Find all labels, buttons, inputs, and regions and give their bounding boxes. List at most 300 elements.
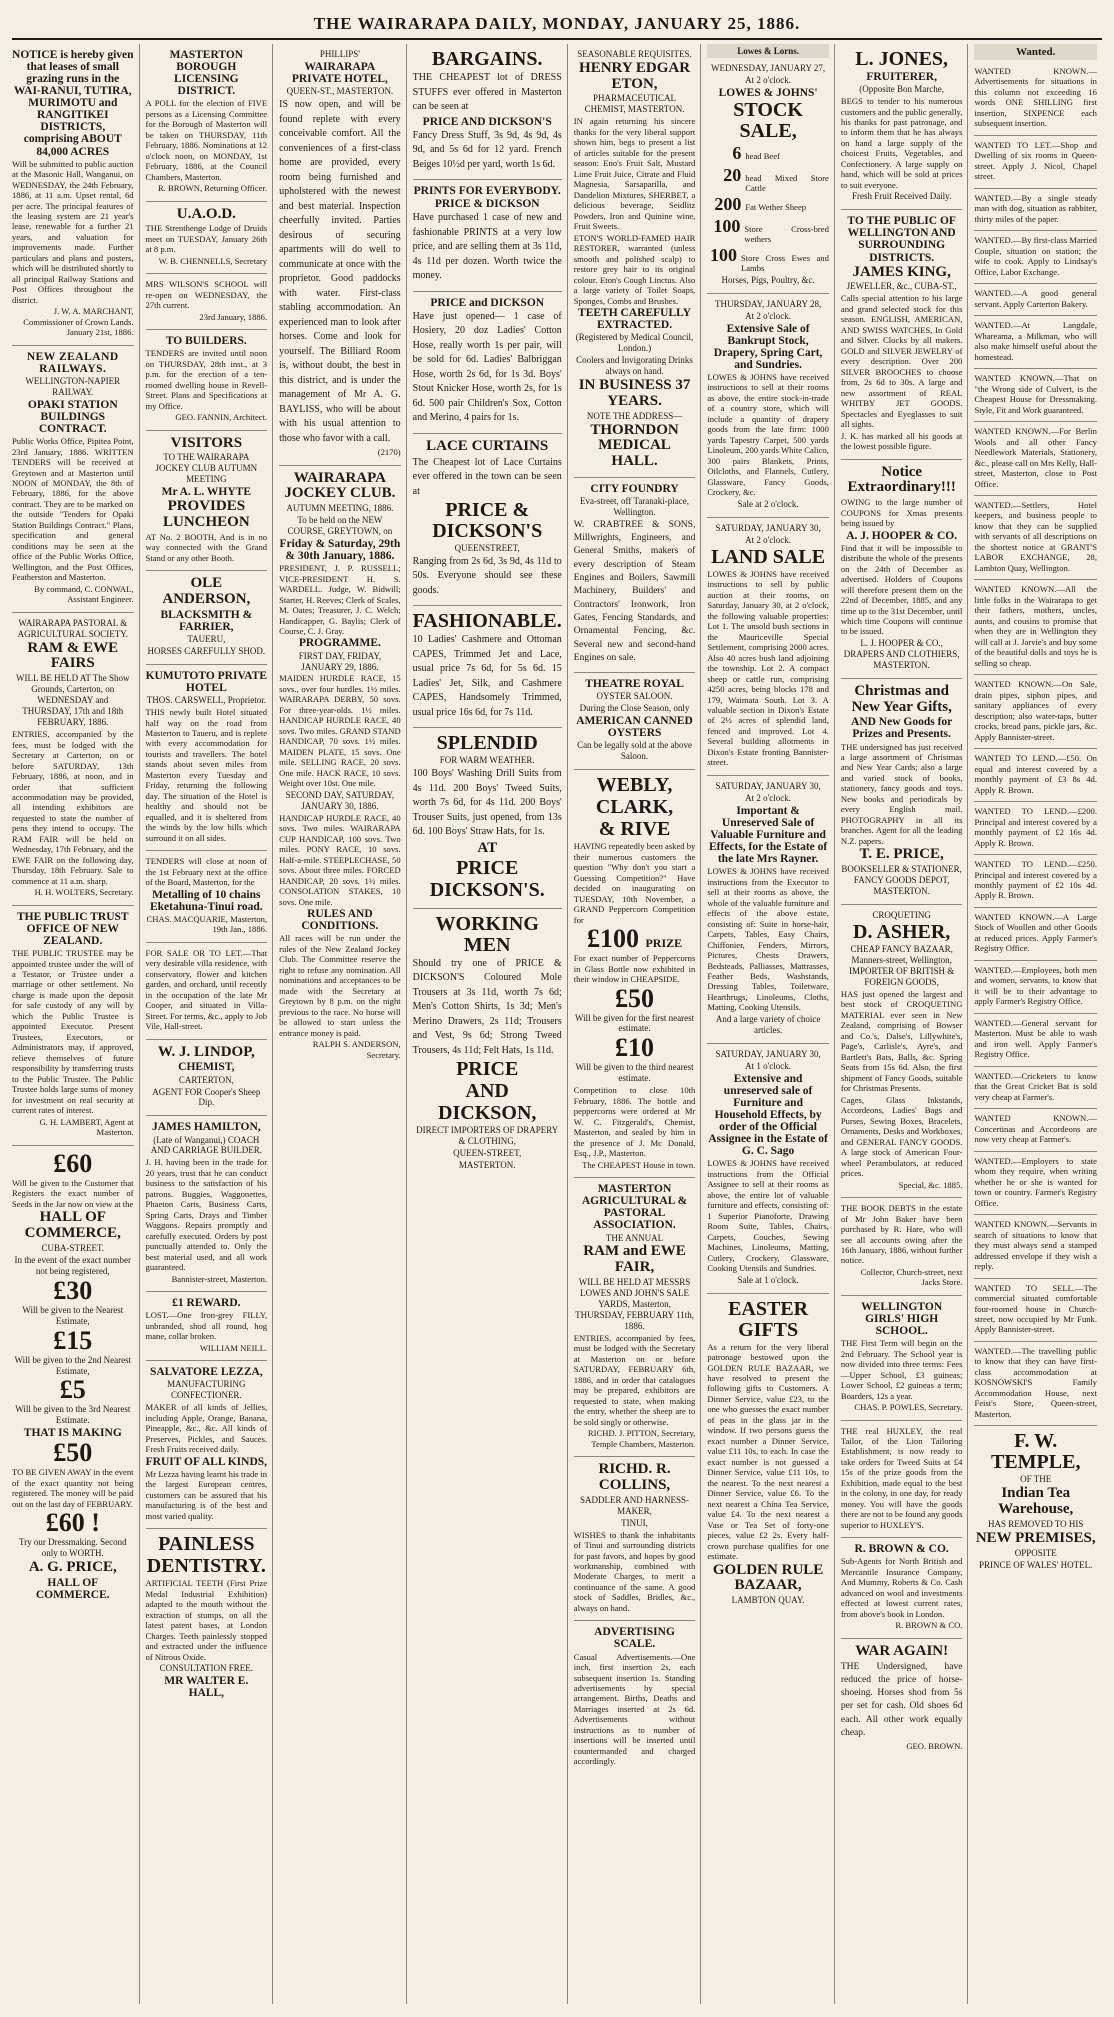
wanted-ad: WANTED TO LEND.—£250. Principal and interest covered by a monthly payment of £2 10s 4d. Apply R. Brown. [974,855,1097,908]
prints-heading: PRINTS FOR EVERYBODY. [413,185,561,198]
asher-heading: D. ASHER, [853,920,951,943]
builders-ad [146,330,268,430]
lezza-body: MAKER of all kinds of Jellies, including Apple, Orange, Banana, Pineapple, &c., &c. All kinds of Preserves, Pickles, and Sauces. Fresh Fruits received daily. [145,1402,268,1455]
visitors-name: Mr A. L. WHYTE [161,486,251,499]
kumutoto-hotel-ad [146,665,268,851]
prize-amount-5: £50 [53,1438,93,1468]
king-public-heading: TO THE PUBLIC OF WELLINGTON AND SURROUNDING DISTRICTS. [847,215,956,264]
jockey-subheading: AUTUMN MEETING, 1886. [286,503,394,514]
lace-heading: LACE CURTAINS [426,437,549,454]
splendid-subheading: FOR WARM WEATHER. [439,755,535,766]
prize-amount-2: £30 [53,1275,93,1305]
asher-subheading: CHEAP FANCY BAZAAR, Manners-street, Wellington, IMPORTER OF BRITISH & FOREIGN GOODS, [849,943,955,987]
extraordinary-signature: L. J. HOOPER & CO., DRAPERS AND CLOTHIERS, MASTERTON. [843,637,960,670]
working-direct: DIRECT IMPORTERS OF DRAPERY & CLOTHING, [416,1125,559,1147]
fashionable-heading: FASHIONABLE. [412,610,562,633]
wanted-ad: WANTED.—The travelling public to know that they can have first-class accommodation at KOSNOWSKI'S Family Accommodation House, next Feist's Store, Queen-street, Masterton. [974,1342,1097,1426]
notice-body: Will be submitted to public auction at the Masonic Hall, Wanganui, on WEDNESDAY, the 24th February, 1886, at 11 a.m. Upset rental, 6d per acre. The principal features of the leasing system are 21 year's lease, renewable for a further 21 years, and valuation for improvements made. Further particulars and plans and posters, which will be distributed shortly to all principal Railway Stations and Post Offices throughout the district. [12,158,134,305]
columns [12,44,1102,2004]
working-and: AND [465,1080,509,1103]
asher-body: HAS just opened the largest and best stock of CROQUETING MATERIAL ever seen in New Zealand, comprising of Bowser and Co.'s, Dalse's, Lillywhite's, Page's, Carlisle's, Ayre's, and Bartlett's Bats, Balls, &c. Spring Seats from 15s 6d. Also, the first shipment of Fancy Goods, suitable for Christmas Presents. [840,988,963,1094]
wanted-ad: WANTED KNOWN.—On Sale, drain pipes, siphon pipes, and sanitary appliances of every description; also water-taps, butter crocks, bread pans, pickle jars, &c. Apply Bannister-street. [974,675,1097,749]
stock-item [707,216,829,245]
collins-body: WISHES to thank the inhabitants of Tinui and surrounding districts for past favors, and hopes by good workmanship, combined with Moderate Charges, to merit a continuance of the same. A good stock of Saddles, Bridles, &c., always on hand. [573,1529,696,1613]
reward-heading: £1 REWARD. [172,1297,241,1310]
sago-body: LOWES & JOHNS have received instructions from the Official Assignee to sell at their rooms as above, the entire lot of valuable furniture and effects, consisting of: 1 Superior Pianoforte, Drawing Room Suite, Tables, Chairs, Carpets, Couches, Sewing Machines, Linoleums, Matting, Cutlery, Crockery, Glassware, Cooking Utensils and Sundries. [707,1158,829,1274]
rail-signature: By command, C. CONWAL, Assistant Engineer. [34,583,134,605]
advertising-heading: ADVERTISING SCALE. [594,1626,675,1651]
rail-heading: NEW ZEALAND RAILWAYS. [26,350,119,375]
stock-item-count: 100 [709,244,737,265]
webly-amount-3: £10 [615,1033,655,1063]
hamilton-subheading: (Late of Wanganui,) COACH AND CARRIAGE BUILDER. [150,1134,262,1156]
hosiery-ad [413,292,562,434]
wanted-ad: WANTED TO LEND.—£50. On equal and interest covered by a monthly payment of £3 8s 4d. Apply R. Brown. [974,749,1097,802]
lindop-body: AGENT FOR Cooper's Sheep Dip. [152,1086,261,1108]
lezza-title: FRUIT OF ALL KINDS, [145,1455,268,1468]
fashionable-body: 10 Ladies' Cashmere and Ottoman CAPES, Trimmed Jet and Lace, usual price 7s 6d, for 5s 6d. 15 Ladies' Jet, Silk, and Cashmere CAPES, Handsomely Trimmed, usual price 16s 6d, for 7s 11d. [412,634,562,718]
hall-text-2: In the event of the exact number not being registered, [14,1254,131,1276]
wanted-ad: WANTED KNOWN.—A Large Stock of Woollen and other Goods at reduced prices. Apply Farmer's Registry Office. [974,908,1097,961]
masterton-agri-signature: RICHD. J. PITTON, Secretary, Temple Chambers, Masterton. [587,1428,696,1449]
ram-ewe-fairs-ad [12,613,134,906]
wanted-ad: WANTED.—Employees, both men and women, servants, to know that it will be to their advantage to apply Farmer's Registry Office. [974,961,1097,1014]
poll-signature: R. BROWN, Returning Officer. [157,183,268,194]
wanted-heading: Wanted. [974,44,1097,60]
lace-body-2: Ranging from 2s 6d, 3s 9d, 4s 11d to 50s. Everyone should see these goods. [412,555,562,596]
webly-body: HAVING repeatedly been asked by their numerous customers the question "Why don't you start a Guessing Competition?" Have decided on inaugurating on TUESDAY, 10th November, a GRAND Peppercorn Competition for [573,841,696,925]
fashionable-ad [413,606,562,728]
working-body: Should try one of PRICE & DICKSON'S Coloured Mole Trousers at 3s 11d, worth 7s 6d; Men's Cotton Shirts, 1s 3d; Men's Merino Drawers, 2s 11d; Trousers and Vest, 9s 6d; Strong Tweed Trousers, 4s 11d; Felt Hats, 1s 11d. [412,957,562,1056]
masterton-agri-heading: MASTERTON AGRICULTURAL & PASTORAL ASSOCIATION. [581,1183,688,1232]
working-heading: WORKING MEN [435,912,539,956]
hall-of-commerce-ad [12,1146,134,1608]
james-king-ad [841,210,963,459]
brown-heading: R. BROWN & CO. [854,1543,949,1556]
war-heading: WAR AGAIN! [855,1642,949,1659]
masthead [12,10,1102,40]
collins-place: TINUI, [621,1517,648,1528]
hall-text-3: Will be given to the Nearest Estimate, [22,1304,124,1326]
rail-body: Public Works Office, Pipitea Point, 23rd January, 1886. WRITTEN TENDERS will be received at Greytown and at Masterton until NOON of MONDAY, the 8th of February, 1886, for the above contract. They are to be marked on the outside "Tenders for Opaki Station Buildings Contract." Plans, specification and general conditions may be seen at the office of the Public Works Office, Wellington, and the Post Offices, Featherston and Masterton. [12,436,134,583]
stock-item [707,194,829,216]
high-school-body: THE First Term will begin on the 2nd February. The School year is now divided into three terms: Fees—Upper School, £3 guineas; Lower School, £2 guineas a term; Boarders, 12s a year. [840,1338,963,1401]
builders-signature: GEO. FANNIN, Architect. [175,412,268,423]
crown-lands-notice [12,44,134,346]
column-5 [574,44,702,2004]
rayner-time: At 2 o'clock. [745,792,792,803]
business-subheading: NOTE THE ADDRESS— [586,410,683,421]
column-1 [12,44,140,2004]
webly-signature: The CHEAPEST House in town. [582,1159,696,1170]
stock-item [707,165,829,194]
huxley-body: THE real HUXLEY, the real Tailor, of the Lion Tailoring Establishment, is now ready to take orders for Tweed Suits at £4 15s of the prize goods from the Exhibition, made equal to the best in the colony, in one day, for ready money. You will have the goods there are not to be found any goods superior to HUXLEY'S. [840,1425,963,1530]
uaod-ad [146,202,268,275]
for-sale-ad [146,943,268,1040]
wanted-ad: WANTED KNOWN.—All the little folks in the Wairarapa to get their fathers, mothers, uncles, aunts, and cousins to promise that when they are in Wellington they will call at J. Jarvie's and buy some of the beautiful dolls and toys he is selling so cheap. [974,580,1097,675]
war-signature: GEO. BROWN. [906,1741,963,1752]
lace-body: The Cheapest lot of Lace Curtains ever offered in the town can be seen at [412,456,562,497]
visitors-subheading: TO THE WAIRARAPA JOCKEY CLUB AUTUMN MEETING [155,452,258,485]
public-trust-ad [12,906,134,1146]
hotel-signature: (2170) [377,447,401,458]
golden-rule-address: LAMBTON QUAY. [731,1595,805,1606]
king-heading: JAMES KING, [852,263,951,280]
land-time: At 2 o'clock. [745,534,792,545]
wanted-ad: WANTED.—General servant for Masterton. Must be able to wash and iron well. Apply Farmer's Registry Office. [974,1014,1097,1067]
jockey-date: Friday & Saturday, 29th & 30th January, 1886. [279,537,401,563]
agri-heading: WAIRARAPA PASTORAL & AGRICULTURAL SOCIETY. [17,617,128,639]
stock-heading: STOCK SALE, [733,99,803,142]
theatre-body: During the Close Season, only [579,703,690,714]
dentistry-ad [146,1529,268,1706]
girls-high-school-ad [841,1296,963,1421]
jockey-heading: WAIRARAPA JOCKEY CLUB. [284,469,396,502]
webly-body-3: Competition to close 10th February, 1886. The bottle and peppercorns were ordered at Mr W. C. Fitzgerald's, Chemist, Masterton, and sealed by him in the presence of J. Mc Donald, Esq., J.P., Masterton. [573,1085,696,1159]
bankrupt-signature: Sale at 2 o'clock. [737,498,799,509]
teeth-heading: TEETH CAREFULLY EXTRACTED. [578,307,692,332]
school-body: MRS WILSON'S SCHOOL will re-open on WEDNESDAY, the 27th current. [145,279,268,311]
hall-signature: A. G. PRICE, [28,1559,117,1576]
hall-footer: HALL OF COMMERCE. [35,1577,110,1602]
temple-body: HAS REMOVED TO HIS [987,1518,1084,1529]
hotel-place: QUEEN-ST., MASTERTON. [286,86,394,97]
notice-heading: NOTICE is hereby given that leases of small grazing runs in the WAI-RANUI, TUTIRA, MURIMOTU and RANGITIKEI DISTRICTS, comprising ABOUT 84,000 ACRES [12,49,134,158]
theatre-heading: THEATRE ROYAL [585,678,684,691]
stock-item-count: 6 [732,143,742,163]
prize-amount-4: £5 [59,1375,86,1405]
working-street: QUEEN-STREET, [453,1148,522,1159]
hotel-body: IS now open, and will be found replete with every conceivable comfort. All the conveniences of a first-class home are provided, every room being furnished and upholstered with the newest and best material. Inspection cheerfully invited. Parties desirous of securing apartments will do well to communicate at once with the proprietor. Good paddocks with water. First-class stabling accommodation. An experienced man to look after horses. Come and look for yourself. The Billiard Room is, without doubt, the best in this district, and is under the management of Mr A. G. BAYLISS, who will be about with his usual attention to those who favor with a call. [279,99,401,444]
hotel-heading: WAIRARAPA PRIVATE HOTEL, [291,60,388,86]
lace-street: QUEENSTREET, [454,543,520,553]
wanted-ad: WANTED KNOWN.—For Berlin Wools and all other Fancy Needlework Materials, Stationery, &c., please call on Mrs Kelly, Hall-street, Masterton, close to Post Office. [974,422,1097,496]
kumu-heading: KUMUTOTO PRIVATE HOTEL [145,669,268,694]
working-town: MASTERTON. [458,1160,516,1171]
temple-tea-ad [974,1426,1097,1577]
rail-title: OPAKI STATION BUILDINGS CONTRACT. [27,398,118,435]
brown-body: Sub-Agents for North British and Mercantile Insurance Company, And Mummy, Roberts & Co. Cash advanced on wool and investments effected at lowest current rates, from above's book in London. [840,1556,963,1619]
theatre-body-2: Can be legally sold at the above Saloon. [577,740,693,762]
temple-subheading: Indian Tea Warehouse, [998,1485,1074,1518]
kumu-body: THIS newly built Hotel situated half way on the road from Masterton to Taueru, and is replete with every accommodation for tourists and travellers. The hotel stands about seven miles from Masterton every Tuesday and Friday, returning the following day. The situation of the Hotel is healthy and should not be equalled, and it is sheltered from the winds by the low hills which surround it on all sides. [145,707,268,843]
dentistry-signature: MR WALTER E. HALL, [164,1675,249,1700]
programme-first-day: FIRST DAY, FRIDAY, JANUARY 29, 1886. [298,650,382,672]
agri-signature: H. H. WOLTERS, Secretary. [34,887,134,898]
teeth-signature: Coolers and Invigorating Drinks always on hand. [576,355,693,377]
advertising-scale [574,1621,696,1773]
bankrupt-date: THURSDAY, JANUARY 28, [715,298,822,309]
land-body: LOWES & JOHNS have received instructions to sell by public auction at their rooms, on Saturday, January 30, at 2 o'clock, the following valuable properties: Lot 1. The unsold bush sections in the Mauriceville Special Settlement, comprising 2000 acres. Also 40 acres bush land adjoining the township. Lot 2. A compact sheep or cattle run, comprising 4250 acres, being blocks 178 and 179, Waimata South. Lot 3. A valuable section in Dixon's Estate of 2½ acres of splendid land, fenced and improved. Lot 4. Several building allotments in Dixon's Estate fronting Bannister-street. [707,568,829,768]
prints-shop: PRICE & DICKSON [434,198,540,211]
golden-rule-name: GOLDEN RULE BAZAAR, [712,1561,824,1594]
jones-subheading: FRUITERER, [866,71,937,83]
visitors-heading: VISITORS [170,434,243,451]
lindop-ad [146,1040,268,1117]
visitors-ad [146,431,268,572]
advertising-body: Casual Advertisements.—One inch, first insertion 2s, each subsequent insertion 1s. Standing advertisements by special arrangement. Births, Deaths and Marriages inserted at 2s 6d. Advertisements without instructions as to number of insertions will be inserted until countermanded and charged accordingly. [573,1651,696,1767]
builders-body: TENDERS are invited until noon on THURSDAY, 28th inst., at 3 p.m. for the erection of a ten-roomed dwelling house in Revell-Street. Plans and Specifications at my Office. [145,348,268,411]
extraordinary-body-2: Find that it will be impossible to distribute the whole of the presents on the 24th of December as advertised. Holders of Coupons will therefore present them on the 22nd of December, 1885, and any time up to the 31st December, until which time Coupons will continue to be issued. [840,542,963,637]
wanted-ad: WANTED KNOWN.—Servants in search of situations to know that they must always send a stamped addressed envelope if they wish a reply. [974,1215,1097,1278]
asher-signature: Special, &c. 1885. [898,1179,963,1190]
theatre-oysters: AMERICAN CANNED OYSTERS [576,715,693,740]
programme-heading: PROGRAMME. [298,637,381,650]
extraordinary-heading: Notice Extraordinary!!! [847,463,956,496]
jones-heading: L. JONES, [855,48,949,70]
tenders-body: TENDERS will close at noon of the 1st February next at the office of the Board, Masterton, for the [145,856,268,888]
working-dickson: DICKSON, [438,1102,537,1125]
prints-ad [413,180,562,292]
agri-subheading: WILL BE HELD AT The Show Grounds, Carterton, on WEDNESDAY and THURSDAY, 17th and 18th FEBRUARY, 1886. [15,673,130,728]
war-body: THE Undersigned, have reduced the price of horse-shoeing. Horses shod from 5s per set for cash. Old shoes 6d each. All other work equally cheap. [840,1661,963,1739]
temple-of: OF THE [1020,1474,1052,1485]
splendid-ad [413,728,562,908]
wanted-ad: WANTED.—Cricketers to know that the Great Cricket Bat is sold very cheap at Farmer's. [974,1067,1097,1109]
high-school-heading: WELLINGTON GIRLS' HIGH SCHOOL. [861,1300,943,1338]
lezza-body-2: Mr Lezza having learnt his trade in the largest European centres, customers can be assured that his manufacturing is of the best and most varied quality. [145,1468,268,1521]
lace-curtains-ad [413,434,562,607]
high-school-signature: CHAS. P. POWLES, Secretary. [854,1402,963,1413]
splendid-price: PRICE [456,856,519,879]
jockey-club-ad [279,466,401,1067]
prize-amount-1: £60 [53,1148,93,1178]
licensing-poll-ad [146,44,268,202]
tenders-ad [146,851,268,943]
ole-heading: OLE ANDERSON, [162,575,251,608]
prints-body: Have purchased 1 case of new and fashionable PRINTS at a very low price, and are selling them at 3s 11d, 4s 11d per dozen. Worth twice the money. [412,212,562,282]
foundry-heading: CITY FOUNDRY [590,482,679,495]
hamilton-signature: Bannister-street, Masterton. [171,1273,268,1284]
stock-item-count: 200 [714,193,742,214]
theatre-royal-ad [574,673,696,770]
book-debts-signature: Collector, Church-street, next Jacks Store. [860,1266,963,1288]
webly-clark-rive-ad [574,770,696,1178]
rules-signature: RALPH S. ANDERSON, Secretary. [312,1039,401,1060]
bargains-shop: PRICE AND DICKSON'S [422,115,552,128]
private-hotel-ad [279,44,401,466]
hamilton-ad [146,1116,268,1292]
business-heading: IN BUSINESS 37 YEARS. [578,377,691,409]
masterton-agri-place: WILL BE HELD AT MESSRS LOWES AND JOHN'S SALE YARDS, Masterton, THURSDAY, FEBRUARY 11th, 1886. [575,1276,694,1331]
column-6 [707,44,835,2004]
croqueting-label: CROQUETING [872,910,931,920]
stock-item-label: Store Cross-bred wethers [744,223,829,245]
lezza-heading: SALVATORE LEZZA, [149,1366,263,1379]
christmas-heading: Christmas and New Year Gifts, [851,682,952,715]
wanted-ad: WANTED KNOWN.—Concertinas and Accordeons are now very cheap at Farmer's. [974,1109,1097,1151]
war-again-ad [841,1639,963,1759]
eton-hair-body: ETON'S WORLD-FAMED HAIR RESTORER, warranted (unless smooth and polished scalp) to restore grey hair to its original colour. Eton's Cough Linctus. Also a large variety of Toilet Soaps, Sponges, Combs and Brushes. [573,232,696,306]
tenders-title: Metalling of 10 chains Eketahuna-Tinui road. [149,888,263,913]
wanted-ad: WANTED.—By a single steady man with dog, situation as rabbiter, thirty miles of the paper. [974,189,1097,231]
rayner-estate-ad [707,776,829,1044]
jockey-place: To be held on the NEW COURSE, GREYTOWN, on [287,515,393,536]
masterton-agri-body: ENTRIES, accompanied by fees, must be lodged with the Secretary at Masterton on or before SATURDAY, FEBRUARY 6th, 1886, and in order that catalogues may be prepared, exhibitors are requested to state, when making the entry, whether the sheep are to be sold singly or otherwise. [573,1332,696,1427]
programme-body: MAIDEN HURDLE RACE, 15 sovs., over four hurdles. 1½ miles. WAIRARAPA DERBY, 50 sovs. For three-year-olds. 1½ miles. HANDICAP HURDLE RACE, 40 sovs. Two miles. GRAND STAND HANDICAP, 70 sovs. 1½ miles. MAIDEN PLATE, 15 sovs. One mile. SELLING RACE, 20 sovs. One mile. HACK RACE, 10 sovs. Weight over 10st. One mile. [279,673,401,789]
splendid-at: AT [477,839,498,856]
bargains-ad [413,44,562,180]
rules-body: All races will be run under the rules of the New Zealand Jockey Club. The Committee reserve the right to refuse any nomination. All nominations and acceptances to be made with the Secretary at Greytown by 8 p.m. on the night previous to the race. No horse will be allowed to start unless the entrance money is paid. [279,933,401,1038]
hall-text-6: TO BE GIVEN AWAY in the event of the exact quantity not being registered. The money will be paid out on the last day of FEBRUARY. [12,1467,134,1509]
column-2 [146,44,274,2004]
clark-name: CLARK, [595,796,674,819]
wanted-ad: WANTED KNOWN.—That on "the Wrong side of Culvert, is the Cheapest House for Dressmaking. Style, Fit and Work guaranteed. [974,369,1097,422]
bankrupt-stock-ad [707,294,829,518]
king-subheading: JEWELLER, &c., CUBA-ST., [846,281,957,292]
hall-text-1: Will be given to the Customer that Registers the exact number of Seeds in the Jar now on view at the [12,1177,134,1209]
masterton-agri-subheading: THE ANNUAL [605,1232,664,1243]
webly-text-2: Will be given for the first nearest estimate. [574,1012,695,1034]
sago-signature: Sale at 1 o'clock. [737,1274,799,1285]
reward-signature: WILLIAM NEILL. [199,1342,268,1353]
webly-text-3: Will be given to the third nearest estimate. [575,1062,694,1084]
eton-body: IN again returning his sincere thanks for the very liberal support shown him, begs to present a list of articles suitable for the present season: Eno's Fruit Salt, Mustard Lime Fruit Juice, Citrate and Fluid Magnesia, Sarsaparilla, and Dandelion Mixtures, SHERBET, a delicious beverage, Seidlitz Powders, Iron and Quinine wine, Fruit Sweets. [573,116,696,232]
wanted-ad: WANTED TO LET.—Shop and Dwelling of six rooms in Queen-street. Apply J. Nicol, Chapel street. [974,136,1097,189]
stock-item [707,245,829,274]
temple-new-premises: NEW PREMISES, [975,1529,1096,1546]
easter-heading: EASTER GIFTS [728,1297,809,1341]
lindop-place: CARTERTON, [178,1074,234,1085]
column-4 [413,44,568,2004]
theatre-subheading: OYSTER SALOON. [596,691,673,702]
temple-opposite: OPPOSITE [1014,1547,1057,1558]
column-8 [974,44,1102,2004]
splendid-heading: SPLENDID [436,732,538,755]
trust-signature: G. H. LAMBERT, Agent at Masterton. [39,1116,134,1138]
christmas-subheading: AND New Goods for Prizes and Presents. [851,716,953,741]
tenders-signature: CHAS. MACQUARIE, Masterton, 19th Jan., 1886. [146,913,268,935]
column-3 [279,44,407,2004]
stock-item [707,143,829,165]
land-sale-ad [707,518,829,776]
poll-heading: MASTERTON BOROUGH LICENSING DISTRICT. [169,49,244,98]
stock-items [707,143,829,274]
agri-body: ENTRIES, accompanied by the fees, must be lodged with the Secretary at Carterton, on or before SATURDAY, 13th February, 1886, at noon, and in order that sufficient accommodation may be provided, all intending exhibitors are requested to state the number of pens they intend to occupy. The RAM FAIR will be held on Wednesday, 17th February, and the EWE FAIR on the following day, Thursday, 18th February. Sale to commence at 11 a.m. sharp. [12,729,134,886]
hall-name: HALL OF COMMERCE, [24,1209,121,1241]
book-debts-body: THE BOOK DEBTS in the estate of Mr John Baker have been purchased by R. Hare, who will see all accounts owing after the 16th January, 1886, without further notice. [840,1203,963,1266]
stock-footer: Horses, Pigs, Poultry, &c. [721,274,815,285]
wanted-ad: WANTED TO LEND.—£200. Principal and interest covered by a monthly payment of £2 16s 4d. Apply R. Brown. [974,802,1097,855]
dentistry-heading: PAINLESS [158,1533,255,1556]
stock-date: WEDNESDAY, JANUARY 27, [711,63,826,73]
splendid-body: 100 Boys' Washing Drill Suits from 4s 11d. 200 Boys' Tweed Suits, worth 7s 6d, for 4s 11d. 200 Boys' Trouser Suits, just opened, from 13s 6d. 100 Boys' Straw Hats, for 1s. [412,768,562,838]
temple-place: PRINCE OF WALES' HOTEL. [978,1559,1093,1570]
brown-signature: R. BROWN & CO. [895,1620,963,1631]
lowes-johns-banner: Lowes & Lorns. [707,44,829,58]
brown-insurance-ad [841,1538,963,1638]
webly-body-2: For exact number of Peppercorns in Glass Bottle now exhibited in their window in CHEAPSIDE. [573,953,696,985]
wanted-ad: WANTED.—By first-class Married Couple, situation on station; the wife to cook. Apply to Lindsay's Office, Labor Exchange. [974,231,1097,284]
rules-heading: RULES AND CONDITIONS. [301,908,379,933]
bankrupt-time: At 2 o'clock. [745,310,792,321]
programme-second-day: SECOND DAY, SATURDAY, JANUARY 30, 1886. [285,789,395,811]
bargains-body-2: Fancy Dress Stuff, 3s 9d, 4s 9d, 4s 9d, and 5s 6d for 12 yard. French Beiges 10½d per yard, worth 1s 6d. [412,129,562,170]
wanted-ad: WANTED.—Settlers, Hotel keepers, and business people to know that they can be supplied with servants of all descriptions on the shortest notice at GRANT'S LABOR EXCHANGE, 28, Lambton Quay, Wellington. [974,496,1097,580]
lezza-ad [146,1361,268,1529]
ole-body: HORSES CAREFULLY SHOD. [147,645,266,656]
collins-heading: RICHD. R. COLLINS, [598,1461,671,1493]
visitors-body: AT No. 2 BOOTH, And is in no way connected with the Grand Stand or any other Booth. [145,531,268,563]
sago-date: SATURDAY, JANUARY 30, [715,1048,821,1059]
stock-item-label: head Beef [745,151,780,161]
rayner-date: SATURDAY, JANUARY 30, [715,780,821,791]
stock-item-count: 20 [723,164,742,185]
huxley-tailor-ad [841,1421,963,1539]
eton-subheading: PHARMACEUTICAL CHEMIST, MASTERTON. [584,93,685,115]
christmas-body: THE undersigned has just received a large assortment of Christmas and New Year Cards; also a large and varied stock of books, stationery, fancy goods and toys. New books and periodicals by every English mail. PHOTOGRAPHY in all its branches. Agent for all the leading N.Z. papers. [840,741,963,846]
jockey-body: PRESIDENT, J. P. RUSSELL; VICE-PRESIDENT H. S. WARDELL. Judge, W. Bidwill; Starter, H. Reeves; Clerk of Scales, M. Oates; Treasurer, J. C. Welch; Handicapper, G. Baylis; Clerk of Course, C. J. Gray. [279,563,401,636]
webly-amount-2: £50 [615,983,655,1013]
hall-text-5: Will be given to the 3rd Nearest Estimate. [15,1404,131,1426]
jones-body: BEGS to tender to his numerous customers and the public generally, his thanks for past patronage, and to inform them that he has always on hand a large supply of the choicest Fruits, Vegetables, and Confectionery. A large supply on hand, which will be sold at prices to suit everyone. [840,96,963,190]
trust-heading: THE PUBLIC TRUST OFFICE OF NEW ZEALAND. [16,910,129,947]
kumu-subheading: THOS. CARSWELL, Proprietor. [146,695,266,706]
webly-prize-label: PRIZE [645,936,683,951]
wanted-ad: WANTED KNOWN.—Advertisements for situations in this column not exceeding 16 words ONE SHILLING first insertion, SIXPENCE each subsequent insertion. [974,62,1097,136]
wanted-ad: WANTED TO SELL.—The commercial situated comfortable four-roomed house in Church-street, now occupied by Mr Funk. Apply Bannister-street. [974,1279,1097,1342]
hall-making: THAT IS MAKING [23,1427,122,1440]
webly-name: WEBLY, [596,774,673,797]
book-debts-ad [841,1198,963,1296]
visitors-title: PROVIDES LUNCHEON [162,498,250,531]
lindop-subheading: CHEMIST, [178,1061,235,1074]
notice-signature: J. W. A. MARCHANT, Commissioner of Crown Lands. January 21st, 1886. [23,306,134,338]
price-subheading: BOOKSELLER & STATIONER, FANCY GOODS DEPOT, MASTERTON. [841,864,962,897]
foundry-subheading: Eva-street, off Taranaki-place, Wellington. [580,495,690,517]
eton-heading: HENRY EDGAR ETON, [579,59,691,92]
reward-ad [146,1292,268,1361]
easter-body: As a return for the very liberal patronage bestowed upon the GOLDEN RULE BAZAAR, we have resolved to present the following gifts to Customers. A Dinner Service, value £23, to the one who guesses the exact number of peas in the glass jar in the window. If two persons guess the exact number a Dinner Service, value £11 10s, to each. In case the exact number is not guessed a Dinner Service, value £11 10s, to the nearest. To the next nearest a Dinner Service, value £6. To the next nearest a China Tea Service, value £4. To the next nearest a Vase or Tea Set of forty-one pieces, value £2 2s. Every half-crown purchase qualifies for one estimate. [707,1341,829,1562]
masterton-ram-fair-ad [574,1178,696,1457]
sago-heading: Extensive and unreserved sale of Furniture and Household Effects, by order of the Official Assignee in the Estate of G. C. Sago [708,1072,828,1158]
temple-heading: F. W. TEMPLE, [990,1430,1081,1474]
wanted-ad: WANTED.—At Langdale, Whareama, a Milkman, who will also make himself useful about the homestead. [974,316,1097,369]
sale-body: FOR SALE OR TO LET.—That very desirable villa residence, with conservatory, flower and kitchen garden, and orchard, until recently in the occupation of the late Mr Cooper, and situated in Villa-Street. For terms, &c., apply to Job Vile, Hall-street. [145,947,268,1032]
jones-place: (Opposite Bon Marche, [859,84,945,95]
stock-time: At 2 o'clock. [745,74,792,85]
teeth-subheading: (Registered by Medical Council, London.) [575,332,694,354]
trust-body: THE PUBLIC TRUSTEE may be appointed trustee under the will of a Testator, or Trustee under a marriage or other settlement. No charge is made upon the deposit for safe custody of any will by which the Public Trustee is appointed Executor. Present Trustees, Executors, or Administrators may, if approved, relieve themselves of future responsibility by transferring trusts to the Public Trustee. The Public Trustee holds large sums of money for investment on real security at current rates of interest. [12,948,134,1116]
uaod-heading: U.A.O.D. [176,205,236,222]
jones-signature: Fresh Fruit Received Daily. [851,191,952,202]
school-date: 23rd January, 1886. [199,311,268,322]
foundry-body: W. CRABTREE & SONS, Millwrights, Engineers, and General Smiths, makers of every description of Steam Engines and Boilers, Sawmill Machinery, Builders' and Contractors' Ironwork, Iron Gates, Fencing Standards, and Ornamental Fencing, &c. Several new and second-hand Engines on sale. [573,519,696,663]
hosiery-body: Have just opened— 1 case of Hosiery, 20 doz Ladies' Cotton Hose, really worth 1s per pair, will be sold for 6d. Ladies' Balbriggan Hose, worth 2s 6d, for 1s 3d. Boys' Stout Knicker Hose, worth 2s, for 1s 6d. 500 pair Children's Sox, Cotton and Merino, 4 pairs for 1s. [412,310,562,424]
dentistry-subheading: CONSULTATION FREE. [159,1663,254,1674]
christmas-gifts-ad [841,679,963,905]
hall-street: CUBA-STREET. [41,1242,105,1253]
king-body: Calls special attention to his large and grand selected stock for this season. ENGLISH, AMERICAN, AND SWISS WATCHES, In Gold and Silver. Clocks by all makers. GOLD and SILVER JEWELRY of every description. Over 200 SILVER BROOCHES to choose from, 2s 6d to 30s. A large and new assortment of REAL WHITBY JET GOODS. Spectacles and Eyeglasses to suit all sights. [840,293,963,430]
extraordinary-name: A. J. HOOPER & CO. [846,529,958,542]
rayner-signature: And a large variety of choice articles. [715,1013,821,1035]
ole-place: TAUERU, [187,633,226,644]
rive-name: & RIVE [598,818,671,841]
dentistry-body: ARTIFICIAL TEETH (First Prize Medal Industrial Exhibition) adapted to the mouth without the extraction of stumps, on all the latest patent bases, at London Charges. Teeth painlessly stopped and extracted under the influence of Nitrous Oxide. [145,1578,268,1662]
webly-prize-amount: £100 [586,924,639,954]
asher-body-2: Cages, Glass Inkstands, Accordeons, Ladies' Bags and Purses, Sewing Boxes, Bracelets, Ornaments, Desks and Workboxes, and GENERAL FANCY GOODS. A large stock of American Four-wheel Perambulators, at reduced prices. [840,1094,963,1179]
land-heading: LAND SALE [711,545,826,568]
dentistry-heading-2: DENTISTRY. [146,1555,266,1578]
stock-item-label: head Mixed Store Cattle [745,172,829,194]
ole-subheading: BLACKSMITH & FARRIER, [160,608,253,633]
hall-text-4: Will be given to the 2nd Nearest Estimate, [14,1354,132,1376]
stock-item-label: Fat Wether Sheep [745,201,807,212]
price-heading: T. E. PRICE, [859,846,944,863]
rayner-body: LOWES & JOHNS have received instructions from the Executor to sell at their rooms as above, the whole of the valuable furniture and effects of the above estate, consisting of: Suite in horse-hair, Carpets, Tables, Easy Chairs, Chiffonier, Fenders, Mirrors, Pictures, Chests Drawers, Bedsteads, Palliasses, Mattrasses, Feather Beds, Washstands, Dressing Tables, Toiletware, Hearthrugs, Linoleums, Cloths, Matting, Cooking Utensils. [707,866,829,1013]
bargains-heading: BARGAINS. [431,48,543,70]
column-7 [841,44,969,2004]
